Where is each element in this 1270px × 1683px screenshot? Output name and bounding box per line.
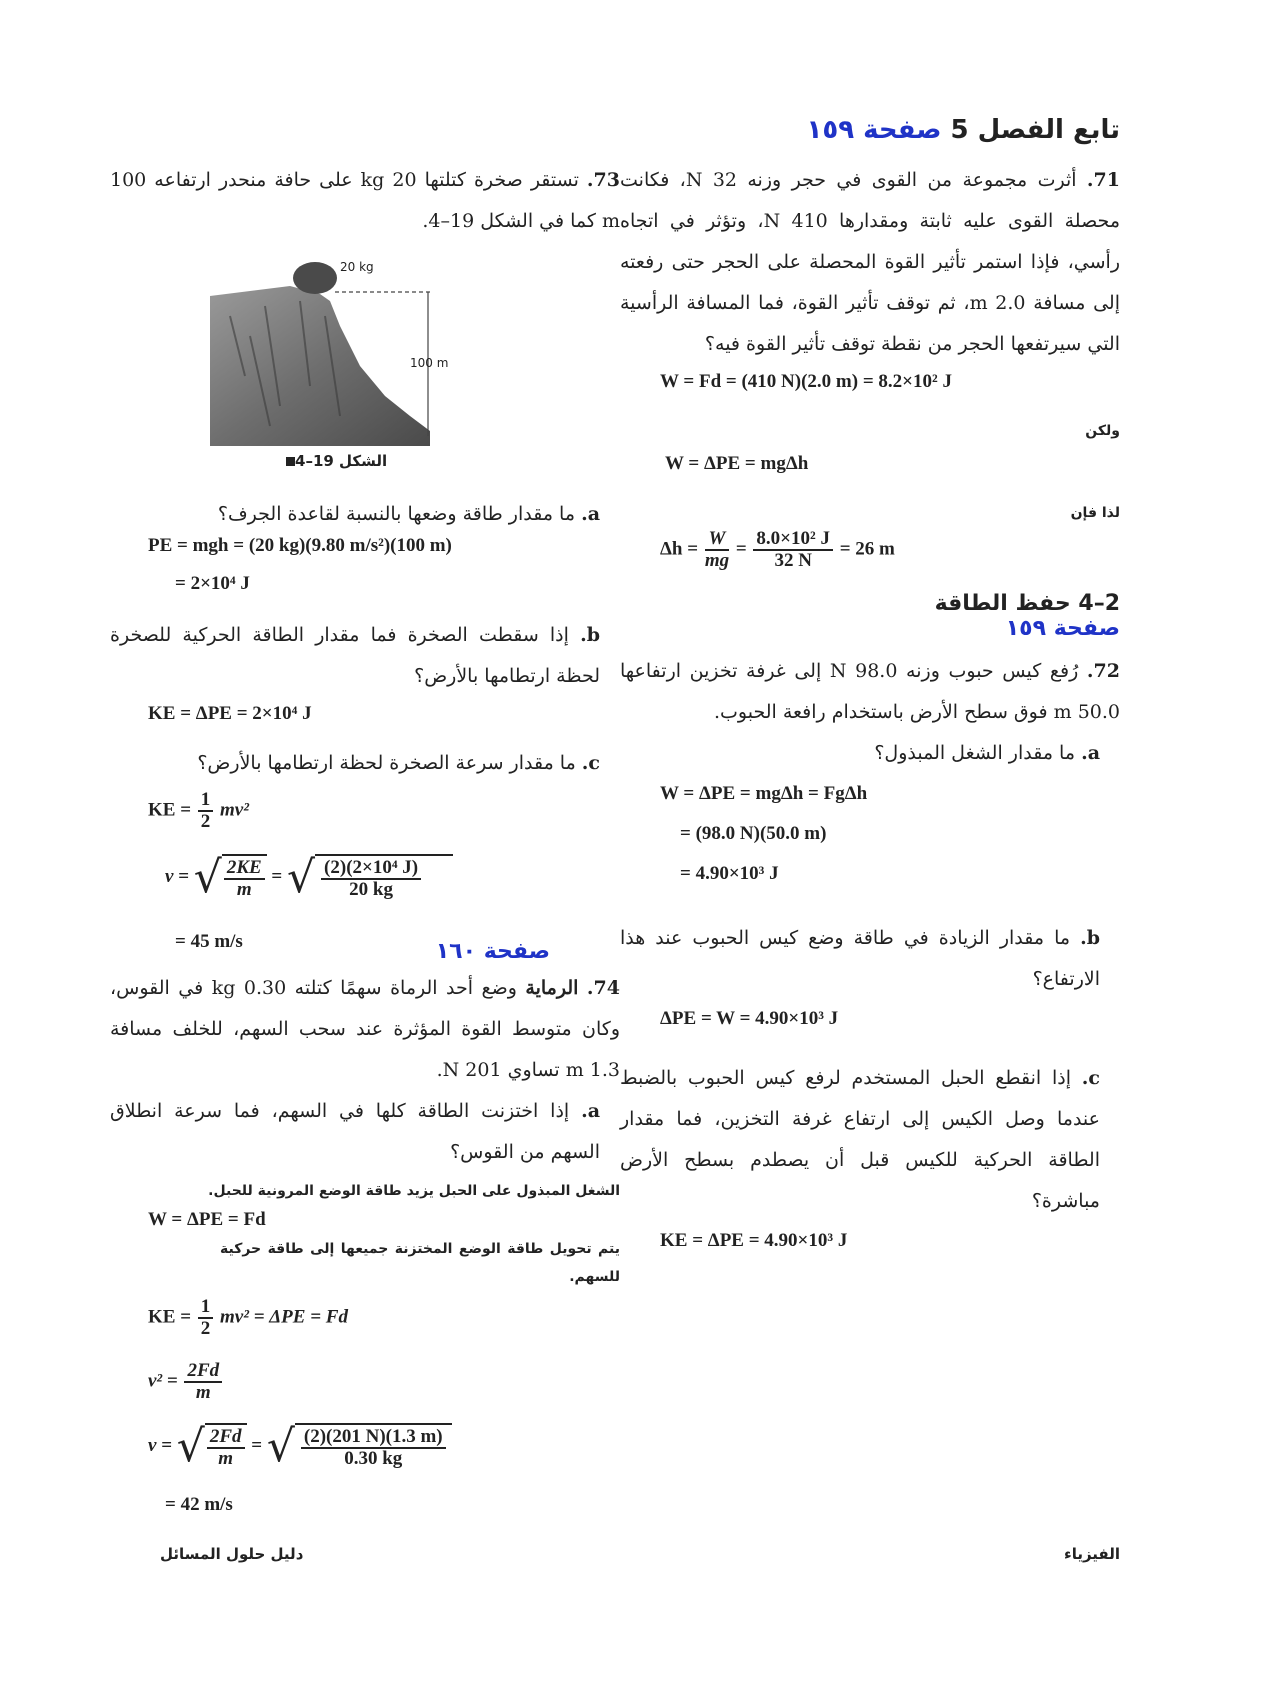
question-73 — [110, 160, 620, 242]
eq-rhs: mv² — [220, 799, 249, 821]
question-number: 71. — [1086, 169, 1120, 191]
numerator: 2KE — [224, 858, 265, 880]
equation-v-squared — [148, 1361, 620, 1403]
sub-text: ما مقدار سرعة الصخرة لحظة ارتطامها بالأرض؟ — [197, 752, 576, 774]
question-text: وضع أحد الرماة سهمًا كتلته 0.30 kg في القوس، وكان متوسط القوة المؤثرة عند سحب السهم، للخلف مسافة 1.3 m تساوي 201 N. — [110, 976, 620, 1081]
sub-text: إذا انقطع الحبل المستخدم لرفع كيس الحبوب بالضبط عندما وصل الكيس إلى ارتفاع غرفة التخزين، فما مقدار الطاقة الحركية للكيس قبل أن يصطدم بسطح الأرض مباشرة؟ — [620, 1066, 1100, 1212]
label-but: ولكن — [1085, 423, 1120, 439]
sub-text: ما مقدار الزيادة في طاقة وضع كيس الحبوب عند هذا الارتفاع؟ — [620, 926, 1100, 990]
question-text: تستقر صخرة كتلتها 20 kg على حافة منحدر ارتفاعه 100 m كما في الشكل 19–4. — [110, 169, 620, 232]
numerator: 2Fd — [207, 1427, 245, 1449]
equation-velocity — [148, 1421, 620, 1472]
sub-question-a — [110, 1091, 620, 1173]
denominator: 32 N — [774, 549, 812, 571]
figure-height-label: 100 m — [410, 356, 449, 370]
footer-guide: دليل حلول المسائل — [160, 1545, 304, 1563]
denominator: 20 kg — [349, 879, 393, 901]
page-reference: صفحة ١٥٩ — [806, 115, 942, 145]
eq-rhs: = 26 m — [839, 538, 895, 560]
section-title: 2–4 حفظ الطاقة — [934, 590, 1120, 616]
chapter-title: تابع الفصل 5 — [950, 115, 1120, 145]
sub-question-c — [110, 743, 620, 784]
equals: = — [251, 1434, 263, 1456]
denominator: 2 — [200, 810, 211, 832]
question-keyword: الرماية — [525, 976, 579, 999]
equation: W = ΔPE = Fd — [148, 1208, 266, 1230]
fraction — [198, 790, 214, 832]
eq-lhs: KE = — [148, 1306, 192, 1328]
equation: ΔPE = W = 4.90×10³ J — [660, 1007, 839, 1029]
numerator: 1 — [198, 790, 214, 812]
sub-text: ما مقدار طاقة وضعها بالنسبة لقاعدة الجرف؟ — [217, 503, 576, 525]
sub-question-c — [620, 1058, 1120, 1222]
sub-text: إذا سقطت الصخرة فما مقدار الطاقة الحركية للصخرة لحظة ارتطامها بالأرض؟ — [110, 624, 600, 687]
left-column — [110, 160, 620, 1516]
denominator: 0.30 kg — [344, 1448, 403, 1470]
question-number: 72. — [1086, 659, 1120, 682]
denominator: m — [218, 1448, 234, 1470]
question-number: 74. — [586, 976, 620, 999]
eq-lhs: KE = — [148, 799, 192, 821]
equation: = (98.0 N)(50.0 m) — [680, 822, 827, 844]
question-74 — [110, 968, 620, 1091]
question-71 — [620, 160, 1120, 365]
fraction — [184, 1361, 222, 1403]
equation: PE = mgh = (20 kg)(9.80 m/s²)(100 m) — [148, 535, 452, 556]
equation: = 45 m/s — [175, 930, 243, 952]
equation: W = Fd = (410 N)(2.0 m) = 8.2×10² J — [660, 371, 952, 392]
sub-label: a. — [1081, 741, 1100, 764]
sub-label: c. — [1081, 1066, 1100, 1089]
sqrt: √ $\frac{2KE}{m}$ — [194, 852, 267, 903]
sub-question-a — [110, 494, 620, 535]
solution-note: الشغل المبذول على الحبل يزيد طاقة الوضع المرونية للحبل. — [208, 1182, 620, 1199]
right-column — [620, 160, 1120, 1252]
denominator: 2 — [200, 1317, 211, 1339]
equation-velocity — [165, 852, 620, 903]
cliff-illustration — [210, 256, 490, 446]
label-so: لذا فإن — [1070, 505, 1120, 521]
chapter-header — [806, 115, 1120, 145]
equation-fraction — [660, 529, 1120, 571]
equation: KE = ΔPE = 4.90×10³ J — [660, 1229, 848, 1251]
figure-caption — [110, 452, 620, 470]
equation-kinetic — [148, 790, 620, 832]
fraction — [207, 1427, 245, 1469]
sub-label: a. — [581, 503, 600, 525]
denominator: mg — [704, 549, 730, 571]
figure-caption-text: الشكل 19–4 — [295, 452, 388, 470]
fraction — [301, 1427, 446, 1469]
section-page-reference: صفحة ١٥٩ — [1005, 615, 1120, 641]
eq-lhs: Δh = — [660, 538, 699, 560]
denominator: m — [195, 1381, 211, 1403]
question-text: رُفع كيس حبوب وزنه 98.0 N إلى غرفة تخزين ارتفاعها 50.0 m فوق سطح الأرض باستخدام رافعة الحبوب. — [620, 659, 1120, 723]
equation: W = ΔPE = mgΔh — [665, 453, 809, 474]
sub-text: إذا اختزنت الطاقة كلها في السهم، فما سرعة انطلاق السهم من القوس؟ — [110, 1099, 600, 1163]
sqrt: √ $\frac{(2)(201 N)(1.3 m)}{0.30 kg}$ — [267, 1421, 452, 1472]
fraction — [198, 1297, 214, 1339]
figure-cliff — [210, 256, 490, 446]
numerator: 1 — [198, 1297, 214, 1319]
equals: = — [271, 865, 283, 887]
numerator: (2)(201 N)(1.3 m) — [301, 1427, 446, 1449]
fraction — [705, 529, 729, 571]
question-text: أثرت مجموعة من القوى في حجر وزنه 32 N، فكانت محصلة القوى عليه ثابتة ومقدارها 410 N، وتؤثر في اتجاه رأسي، فإذا استمر تأثير القوة المحصلة على الحجر حتى رفعته إلى مسافة 2.0 m، ثم توقف تأثير القوة، فما المسافة الرأسية التي سيرتفعها الحجر من نقطة توقف تأثير القوة فيه؟ — [620, 169, 1120, 355]
numerator: (2)(2×10⁴ J) — [321, 858, 421, 880]
numerator: W — [705, 529, 729, 551]
sub-question-a — [620, 733, 1120, 774]
question-72 — [620, 651, 1120, 733]
sub-label: c. — [581, 752, 600, 774]
eq-lhs: v = — [165, 865, 190, 887]
fraction — [224, 858, 265, 900]
sub-question-b — [620, 918, 1120, 1000]
solution-note: يتم تحويل طاقة الوضع المختزنة جميعها إلى طاقة حركية للسهم. — [220, 1240, 620, 1285]
equation-kinetic — [148, 1297, 620, 1339]
eq-lhs: v² = — [148, 1370, 178, 1392]
fraction — [321, 858, 421, 900]
equation: = 42 m/s — [165, 1493, 233, 1515]
denominator: m — [236, 879, 252, 901]
equation: KE = ΔPE = 2×10⁴ J — [148, 703, 312, 724]
sub-label: a. — [581, 1099, 600, 1122]
equation: W = ΔPE = mgΔh = FgΔh — [660, 782, 868, 804]
numerator: 8.0×10² J — [753, 529, 833, 551]
sub-label: b. — [1080, 926, 1100, 949]
sub-question-b — [110, 615, 620, 697]
equation: = 2×10⁴ J — [175, 573, 250, 594]
equation: = 4.90×10³ J — [680, 862, 779, 884]
sub-label: b. — [580, 624, 600, 646]
eq-rhs: mv² = ΔPE = Fd — [220, 1306, 348, 1328]
sqrt: √ $\frac{\text{(2)(2×10⁴ J)}}{20 kg}$ — [287, 852, 453, 903]
equals: = — [735, 538, 747, 560]
fraction — [753, 529, 833, 571]
question-number: 73. — [586, 169, 620, 191]
eq-lhs: v = — [148, 1434, 173, 1456]
footer-subject: الفيزياء — [1064, 1545, 1120, 1563]
sqrt: √ $\frac{2Fd}{m}$ — [177, 1421, 247, 1472]
figure-mass-label: 20 kg — [340, 260, 374, 274]
bullet-icon — [286, 457, 295, 466]
sub-text: ما مقدار الشغل المبذول؟ — [874, 741, 1076, 764]
numerator: 2Fd — [184, 1361, 222, 1383]
page-reference: صفحة ١٦٠ — [435, 938, 550, 964]
